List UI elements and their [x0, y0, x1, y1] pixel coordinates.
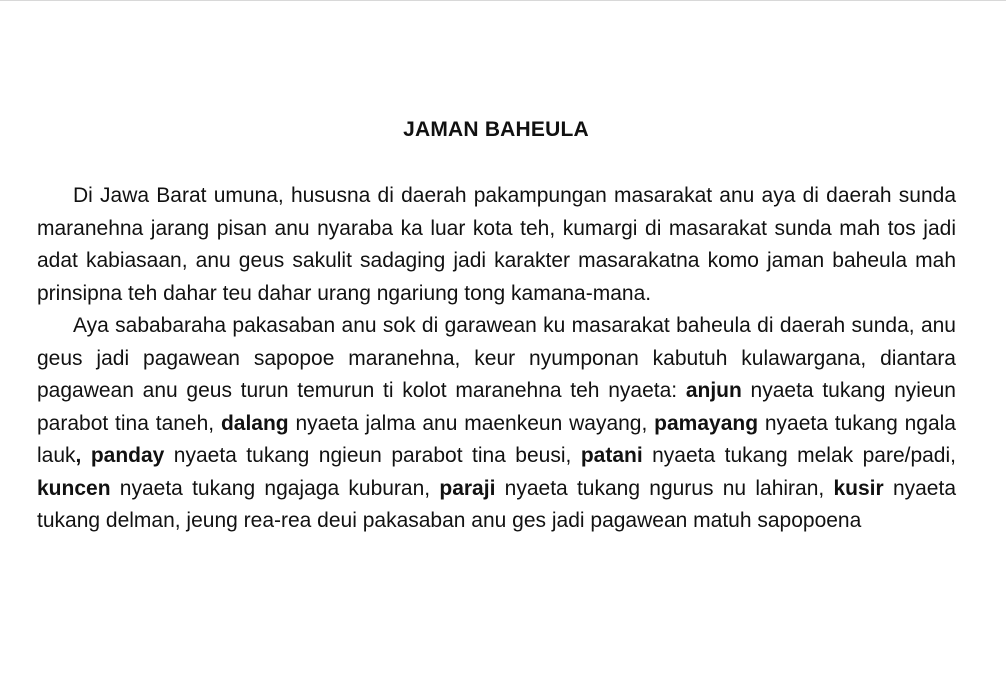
term-pamayang: pamayang	[654, 411, 759, 435]
definition-patani: nyaeta tukang melak pare/padi,	[642, 444, 956, 467]
definition-anjun: nyaeta tukang nyieun parabot tina taneh,	[37, 379, 956, 435]
term-kuncen: kuncen	[37, 476, 111, 500]
document-body	[37, 180, 956, 538]
definition-panday: nyaeta tukang ngieun parabot tina beusi,	[164, 444, 581, 467]
definition-paraji: nyaeta tukang ngurus nu lahiran,	[495, 476, 834, 500]
paragraph-1: Di Jawa Barat umuna, hususna di daerah pakampungan masarakat anu aya di daerah sunda maranehna jarang pisan anu nyaraba ka luar kota teh, kumargi di masarakat sunda mah tos jadi adat kabiasaan, anu geus sakulit sadaging jadi karakter masarakatna komo jaman baheula mah prinsipna teh dahar teu dahar urang ngariung tong kamana-mana.	[37, 184, 956, 305]
definition-pamayang: nyaeta tukang ngala lauk	[37, 411, 956, 467]
term-kusir: kusir	[833, 476, 884, 500]
definition-dalang: nyaeta jalma anu maenkeun wayang,	[288, 411, 655, 435]
term-panday: , panday	[75, 444, 165, 467]
definition-kuncen: nyaeta tukang ngajaga kuburan,	[110, 476, 440, 500]
paragraph-2	[37, 310, 956, 538]
term-paraji: paraji	[439, 476, 496, 500]
paragraph-2-intro: Aya sababaraha pakasaban anu sok di garawean ku masarakat baheula di daerah sunda, anu geus jadi pagawean sapopoe maranehna, keur nyumponan kabutuh kulawargana, diantara pagawean anu geus turun temurun ti kolot maranehna teh nyaeta:	[37, 314, 956, 402]
document-title: JAMAN BAHEULA	[403, 118, 589, 141]
definition-kusir: nyaeta tukang delman, jeung rea-rea deui pakasaban anu ges jadi pagawean matuh sapopoena	[37, 476, 956, 532]
term-anjun: anjun	[685, 379, 742, 402]
term-dalang: dalang	[220, 411, 289, 435]
term-patani: patani	[580, 444, 643, 467]
